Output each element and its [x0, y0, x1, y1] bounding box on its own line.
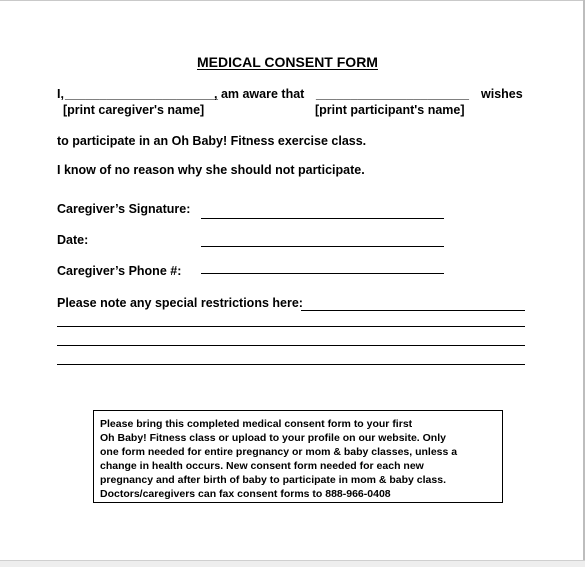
- notice-line-4: change in health occurs. New consent form needed for each new: [100, 460, 424, 472]
- date-field[interactable]: [201, 246, 444, 247]
- caregiver-name-caption: [print caregiver's name]: [63, 103, 205, 117]
- page-top-edge: [0, 0, 585, 1]
- participant-name-blank[interactable]: ______________________: [316, 87, 469, 101]
- signature-label: Caregiver’s Signature:: [57, 202, 191, 216]
- notice-line-2: Oh Baby! Fitness class or upload to your profile on our website. Only: [100, 432, 446, 444]
- notice-line-3: one form needed for entire pregnancy or mom & baby classes, unless a: [100, 446, 458, 458]
- no-reason-sentence: I know of no reason why she should not participate.: [57, 163, 365, 177]
- notice-line-6: Doctors/caregivers can fax consent forms to 888-966-0408: [100, 488, 391, 500]
- signature-field[interactable]: [201, 218, 444, 219]
- consent-prefix: I,: [57, 87, 64, 101]
- restrictions-field-line-2[interactable]: [57, 326, 525, 327]
- notice-line-1: Please bring this completed medical consent form to your first: [100, 418, 413, 430]
- restrictions-label: Please note any special restrictions here:: [57, 296, 303, 310]
- date-label: Date:: [57, 233, 89, 247]
- notice-box: [93, 410, 503, 503]
- form-title: MEDICAL CONSENT FORM: [197, 54, 378, 70]
- consent-suffix: wishes: [481, 87, 523, 101]
- consent-middle-text: , am aware that: [214, 87, 305, 101]
- restrictions-field-line-3[interactable]: [57, 345, 525, 346]
- page-bottom-edge: [0, 560, 585, 567]
- phone-field[interactable]: [201, 273, 444, 274]
- restrictions-field-line-4[interactable]: [57, 364, 525, 365]
- restrictions-field-line-1[interactable]: [301, 310, 525, 311]
- participant-name-caption: [print participant's name]: [315, 103, 465, 117]
- participate-sentence: to participate in an Oh Baby! Fitness exercise class.: [57, 134, 367, 148]
- phone-label: Caregiver’s Phone #:: [57, 264, 182, 278]
- notice-line-5: pregnancy and after birth of baby to participate in mom & baby class.: [100, 474, 446, 486]
- caregiver-name-blank[interactable]: ______________________: [65, 87, 218, 101]
